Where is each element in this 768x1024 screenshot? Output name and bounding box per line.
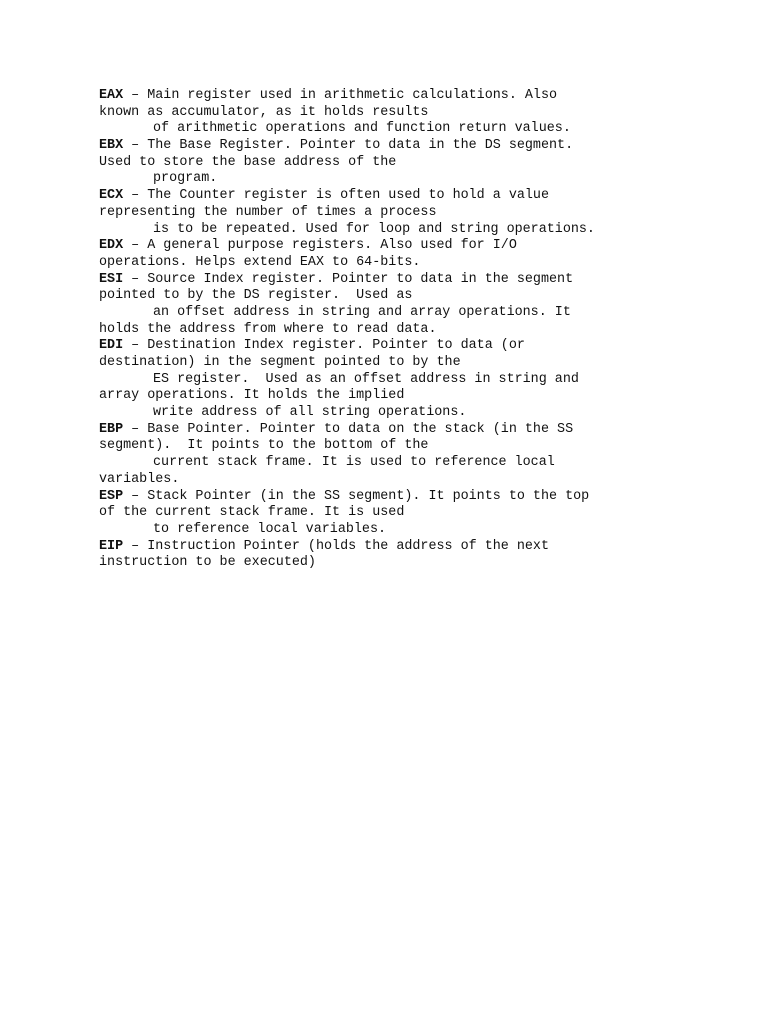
term-ebp: EBP — [99, 421, 124, 437]
term-edi: EDI — [99, 338, 124, 354]
entry-eip-line-2: instruction to be executed) — [99, 555, 316, 571]
term-ecx: ECX — [99, 188, 124, 204]
entry-edi-text-1: – Destination Index register. Pointer to data (or — [123, 338, 525, 354]
entry-ebx-line-3: program. — [153, 171, 218, 187]
entry-ebp-line-4: variables. — [99, 471, 180, 487]
entry-edx-line-2: operations. Helps extend EAX to 64-bits. — [99, 254, 421, 270]
entry-esp-line-2: of the current stack frame. It is used — [99, 505, 405, 521]
entry-edx-text-1: – A general purpose registers. Also used for I/O — [123, 238, 517, 254]
entry-ecx-line-1 — [99, 188, 739, 205]
entry-esi-line-4: holds the address from where to read data. — [99, 321, 437, 337]
term-esi: ESI — [99, 271, 124, 287]
entry-ebx-text-1: – The Base Register. Pointer to data in the DS segment. — [123, 138, 574, 154]
term-eax: EAX — [99, 88, 124, 103]
entry-ebx-line-2: Used to store the base address of the — [99, 154, 397, 170]
entry-ebp-line-1 — [99, 422, 739, 439]
term-esp: ESP — [99, 488, 124, 504]
entry-esp-line-1 — [99, 489, 739, 506]
entry-ebp-line-3: current stack frame. It is used to reference local — [153, 455, 555, 471]
entry-edx-line-1 — [99, 238, 739, 255]
term-eip: EIP — [99, 538, 124, 554]
entry-edi-line-2: destination) in the segment pointed to by the — [99, 355, 461, 370]
entry-esp-text-1: – Stack Pointer (in the SS segment). It points to the top — [123, 488, 590, 504]
entry-eax-line-3: of arithmetic operations and function return values. — [153, 121, 571, 137]
entry-edi-line-5: write address of all string operations. — [153, 405, 467, 421]
entry-ebp-text-1: – Base Pointer. Pointer to data on the stack (in the SS — [123, 421, 574, 437]
entry-eip-text-1: – Instruction Pointer (holds the address of the next — [123, 538, 550, 554]
document-page — [99, 88, 739, 572]
entry-esi-text-1: – Source Index register. Pointer to data in the segment — [123, 271, 574, 287]
entry-esi-line-3: an offset address in string and array operations. It — [153, 304, 571, 320]
entry-esi-line-1 — [99, 272, 739, 289]
entry-edi-line-4: array operations. It holds the implied — [99, 388, 405, 404]
entry-ecx-line-2: representing the number of times a process — [99, 204, 437, 220]
entry-ebx-line-1 — [99, 138, 739, 155]
entry-ecx-text-1: – The Counter register is often used to hold a value — [123, 188, 550, 204]
entry-ecx-line-3: is to be repeated. Used for loop and string operations. — [153, 221, 595, 237]
entry-eax-line-1 — [99, 88, 739, 105]
term-edx: EDX — [99, 238, 124, 254]
entry-edi-line-1 — [99, 338, 739, 355]
entry-eax-text-1: – Main register used in arithmetic calculations. Also — [123, 88, 558, 103]
entry-esp-line-3: to reference local variables. — [153, 521, 387, 537]
entry-esi-line-2: pointed to by the DS register. Used as — [99, 288, 413, 304]
entry-eip-line-1 — [99, 539, 739, 556]
entry-eax-line-2: known as accumulator, as it holds results — [99, 104, 429, 120]
term-ebx: EBX — [99, 138, 124, 154]
entry-ebp-line-2: segment). It points to the bottom of the — [99, 438, 429, 454]
entry-edi-line-3: ES register. Used as an offset address in string and — [153, 371, 579, 387]
